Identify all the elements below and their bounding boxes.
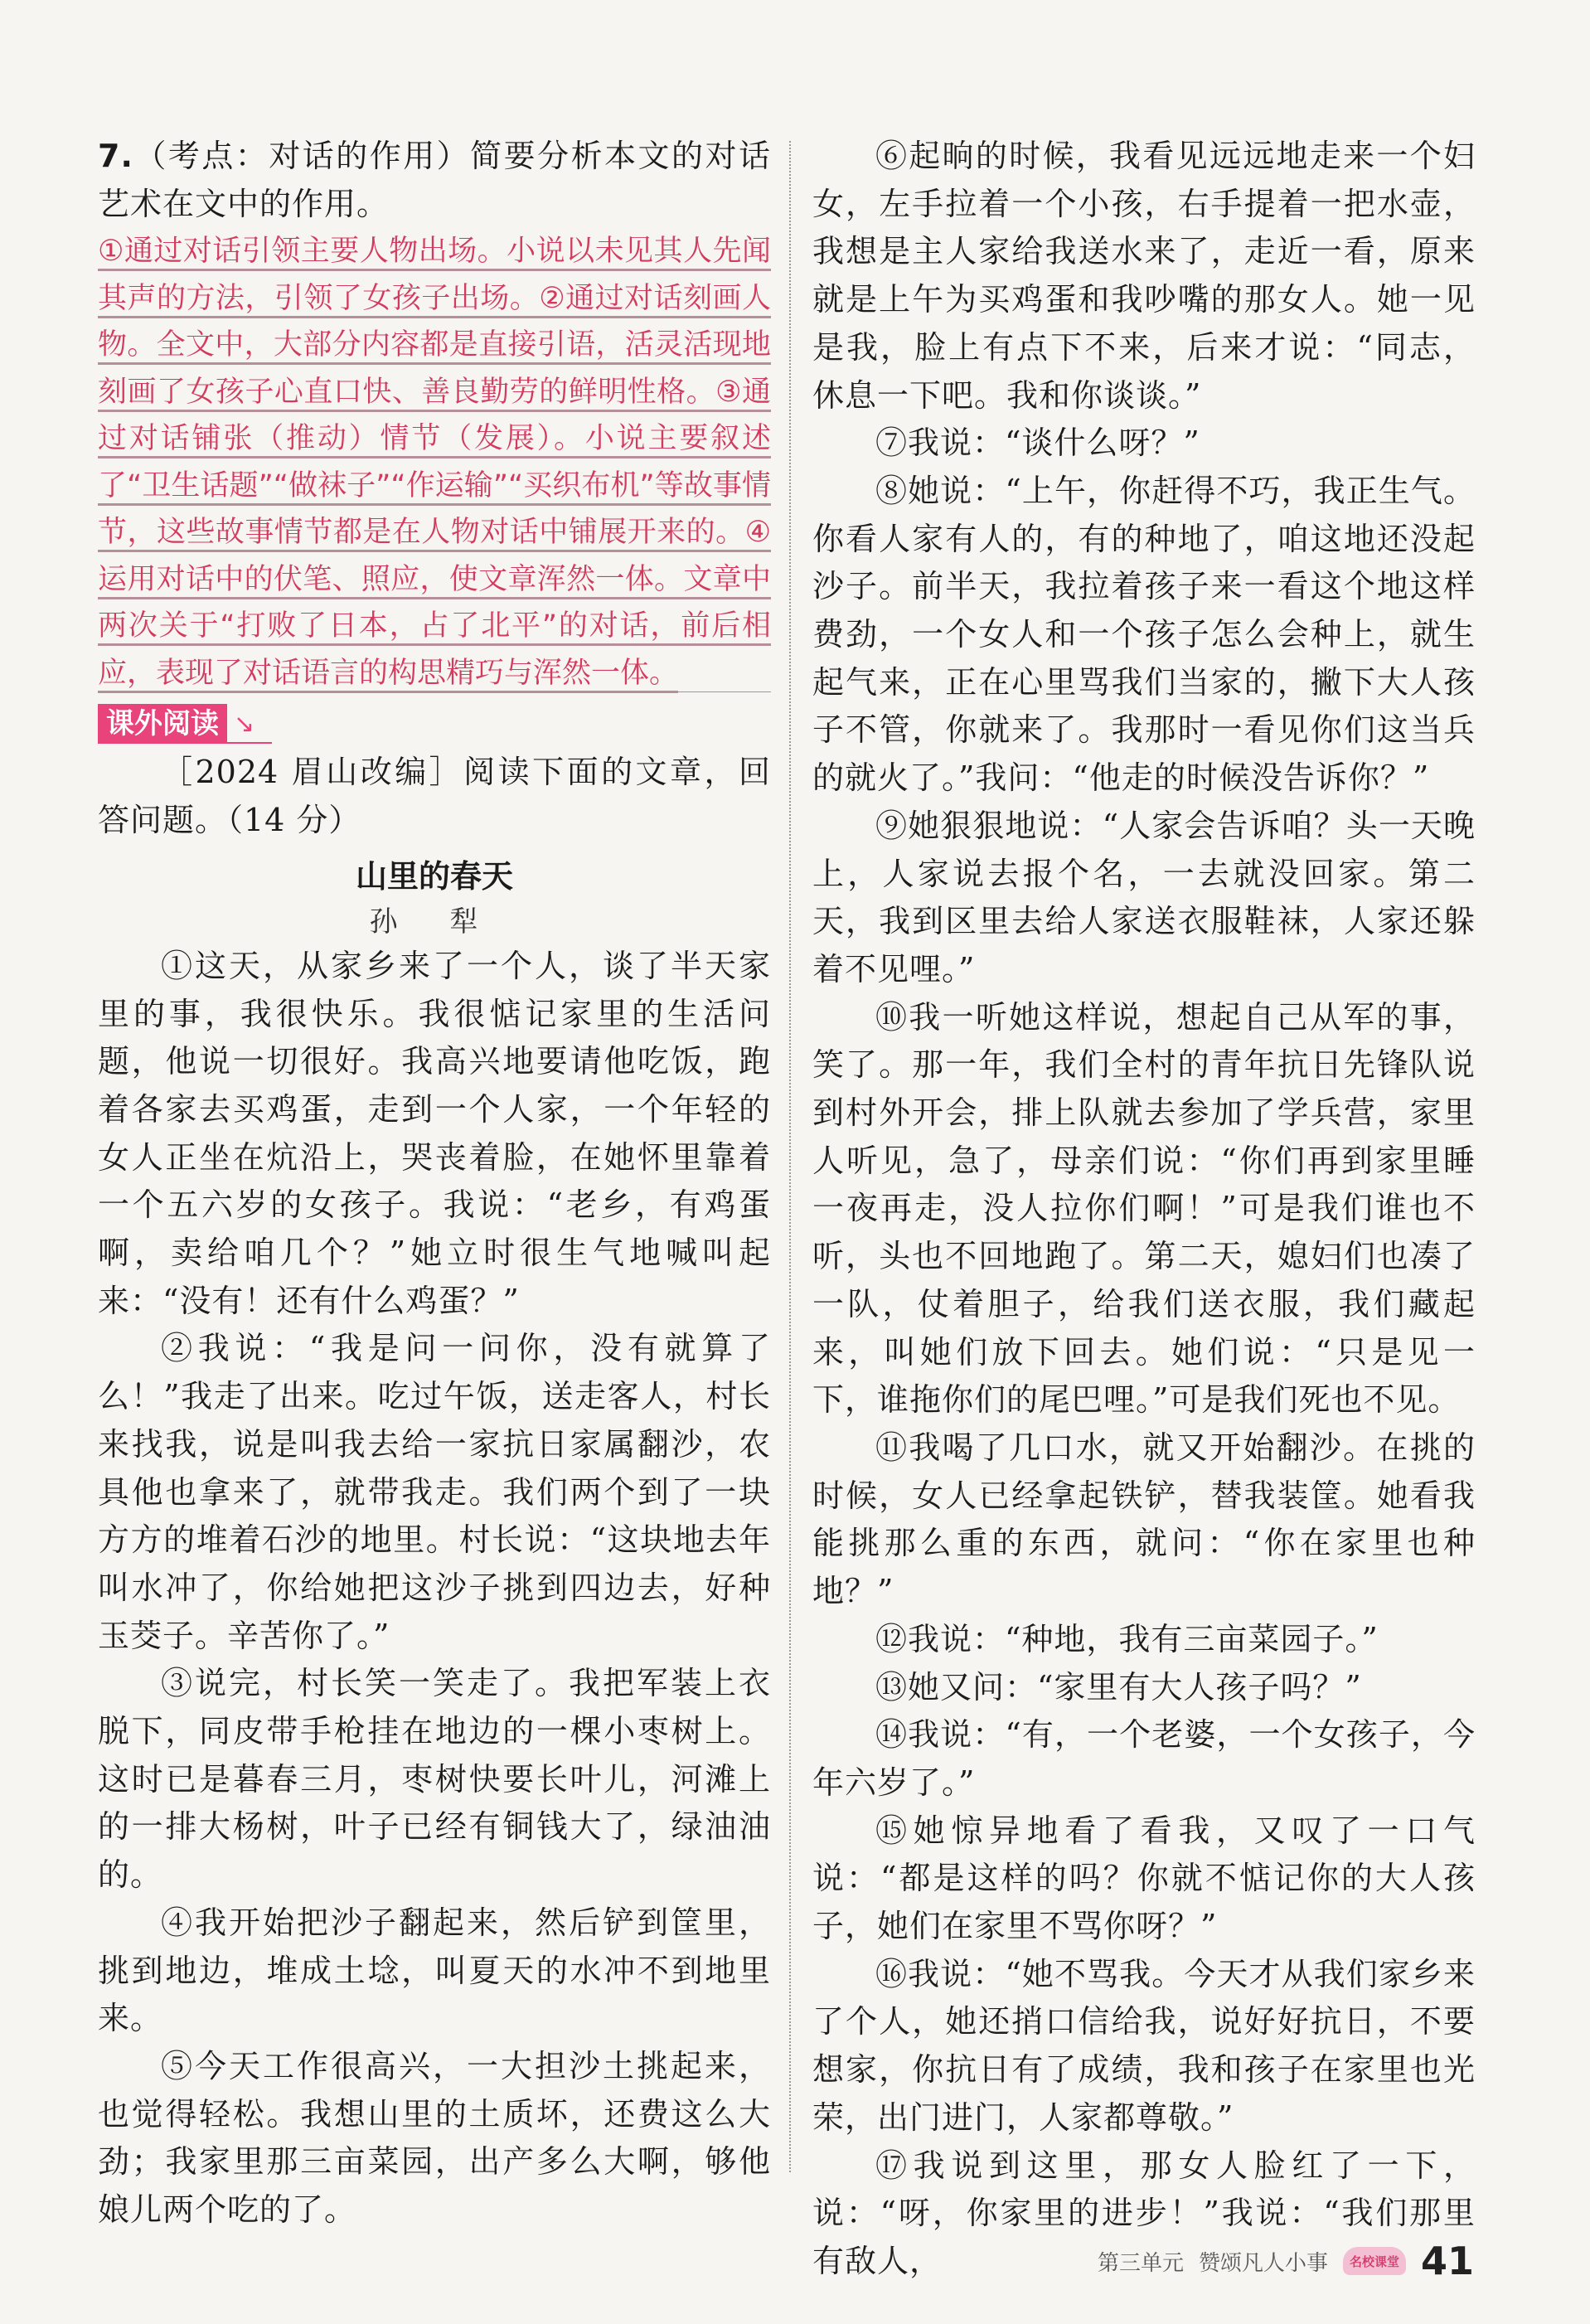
question-number: 7. [98, 138, 133, 174]
paragraph-13: ⑬她又问：“家里有大人孩子吗？” [875, 1668, 1362, 1705]
answer-block [98, 228, 771, 696]
paragraph-4: ④我开始把沙子翻起来，然后铲到筐里，挑到地边，堆成土埝，叫夏天的水冲不到地里来。 [98, 1904, 771, 2037]
question-7 [98, 133, 771, 228]
page-number: 41 [1420, 2239, 1474, 2283]
footer-unit: 第三单元 [1097, 2250, 1184, 2276]
paragraph-12: ⑫我说：“种地，我有三亩菜园子。” [875, 1620, 1379, 1657]
reading-intro: ［2024 眉山改编］阅读下面的文章，回答问题。（14 分） [98, 754, 771, 839]
paragraph-9: ⑨她狠狠地说：“人家会告诉咱？头一天晚上，人家说去报个名，一去就没回家。第二天，我到区里去给人家送衣服鞋袜，人家还躲着不见哩。” [812, 807, 1476, 987]
column-divider [789, 141, 791, 2172]
paragraph-17: ⑰我说到这里，那女人脸红了一下，说：“呀，你家里的进步！”我说：“我们那里有敌人， [812, 2147, 1476, 2279]
paragraph-10: ⑩我一听她这样说，想起自己从军的事，笑了。那一年，我们全村的青年抗日先锋队说到村外开会，排上队就去参加了学兵营，家里人听见，急了，母亲们说：“你们再到家里睡一夜再走，没人拉你们啊！”可是我们谁也不听，头也不回地跑了。第二天，媳妇们也凑了一队，仗着胆子，给我们送衣服，我们藏起来，叫她们放下回去。她们说：“只是见一下，谁拖你们的尾巴哩。”可是我们死也不见。 [812, 998, 1476, 1419]
right-column [812, 133, 1476, 2286]
footer-topic: 赞颂凡人小事 [1198, 2250, 1328, 2276]
arrow-icon: ↘ [234, 709, 255, 739]
paragraph-14: ⑭我说：“有，一个老婆，一个女孩子，今年六岁了。” [812, 1716, 1476, 1801]
article-title: 山里的春天 [355, 857, 513, 895]
paragraph-3: ③说完，村长笑一笑走了。我把军装上衣脱下，同皮带手枪挂在地边的一棵小枣树上。这时已是暮春三月，枣树快要长叶儿，河滩上的一排大杨树，叶子已经有铜钱大了，绿油油的。 [98, 1665, 771, 1894]
paragraph-11: ⑪我喝了几口水，就又开始翻沙。在挑的时候，女人已经拿起铁铲，替我装筐。她看我能挑那么重的东西，就问：“你在家里也种地？” [812, 1429, 1476, 1610]
article-author: 孙 犁 [369, 905, 500, 939]
paragraph-16: ⑯我说：“她不骂我。今天才从我们家乡来了个人，她还捎口信给我，说好好抗日，不要想家，你抗日有了成绩，我和孩子在家里也光荣，出门进门，人家都尊敬。” [812, 1955, 1476, 2136]
left-column [98, 133, 771, 2234]
publisher-logo: 名校课堂 [1343, 2247, 1406, 2275]
answer-text: ①通过对话引领主要人物出场。小说以未见其人先闻其声的方法，引领了女孩子出场。②通过对话刻画人物。全文中，大部分内容都是直接引语，活灵活现地刻画了女孩子心直口快、善良勤劳的鲜明性格。③通过对话铺张（推动）情节（发展）。小说主要叙述了“卫生话题”“做袜子”“作运输”“买织布机”等故事情节，这些故事情节都是在人物对话中铺展开来的。④运用对话中的伏笔、照应，使文章浑然一体。文章中两次关于“打败了日本，占了北平”的对话，前后相应，表现了对话语言的构思精巧与浑然一体。 [98, 235, 771, 690]
page-footer [1098, 2239, 1474, 2283]
paragraph-2: ②我说：“我是问一问你，没有就算了么！”我走了出来。吃过午饭，送走客人，村长来找我，说是叫我去给一家抗日家属翻沙，农具他也拿来了，就带我走。我们两个到了一块方方的堆着石沙的地里。村长说：“这块地去年叫水冲了，你给她把这沙子挑到四边去，好种玉茭子。辛苦你了。” [98, 1330, 771, 1654]
paragraph-15: ⑮她惊异地看了看我，又叹了一口气说：“都是这样的吗？你就不惦记你的大人孩子，她们在家里不骂你呀？” [812, 1812, 1476, 1945]
paragraph-7: ⑦我说：“谈什么呀？” [875, 425, 1200, 462]
paragraph-6: ⑥起晌的时候，我看见远远地走来一个妇女，左手拉着一个小孩，右手提着一把水壶，我想是主人家给我送水来了，走近一看，原来就是上午为买鸡蛋和我吵嘴的那女人。她一见是我，脸上有点下不来，后来才说：“同志，休息一下吧。我和你谈谈。” [812, 138, 1476, 414]
paragraph-5: ⑤今天工作很高兴，一大担沙土挑起来，也觉得轻松。我想山里的土质坏，还费这么大劲；我家里那三亩菜园，出产多么大啊，够他娘儿两个吃的了。 [98, 2047, 771, 2229]
paragraph-1: ①这天，从家乡来了一个人，谈了半天家里的事，我很快乐。我很惦记家里的生活问题，他说一切很好。我高兴地要请他吃饭，跑着各家去买鸡蛋，走到一个人家，一个年轻的女人正坐在炕沿上，哭丧着脸，在她怀里靠着一个五六岁的女孩子。我说：“老乡，有鸡蛋啊，卖给咱几个？”她立时很生气地喊叫起来：“没有！还有什么鸡蛋？” [98, 947, 771, 1319]
question-text: （考点：对话的作用）简要分析本文的对话艺术在文中的作用。 [98, 138, 771, 222]
paragraph-8: ⑧她说：“上午，你赶得不巧，我正生气。你看人家有人的，有的种地了，咱这地还没起沙子。前半天，我拉着孩子来一看这个地这样费劲，一个女人和一个孩子怎么会种上，就生起气来，正在心里骂我们当家的，撇下大人孩子不管，你就来了。我那时一看见你们这当兵的就火了。”我问：“他走的时候没告诉你？” [812, 472, 1476, 797]
section-label: 课外阅读 [98, 704, 227, 744]
section-header [98, 704, 771, 744]
